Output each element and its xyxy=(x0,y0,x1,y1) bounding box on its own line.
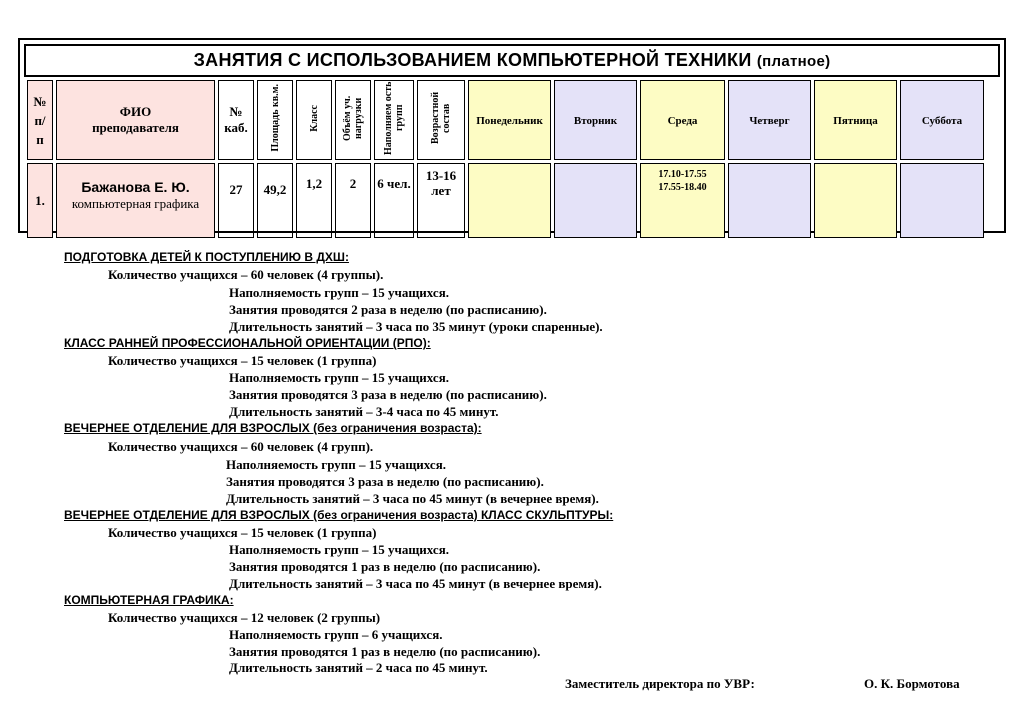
row-fill: 6 чел. xyxy=(374,163,414,238)
header-class: Класс xyxy=(296,80,332,160)
schedule-frame xyxy=(18,38,1006,233)
section-freq: Занятия проводятся 3 раза в неделю (по расписанию). xyxy=(229,387,547,402)
row-monday xyxy=(468,163,551,238)
section-count: Количество учащихся – 12 человек (2 группы) xyxy=(108,610,381,625)
signature-name: О. К. Бормотова xyxy=(864,676,960,691)
header-fill: Наполняем ость групп xyxy=(374,80,414,160)
section-fill: Наполняемость групп – 6 учащихся. xyxy=(229,627,443,642)
section-duration: Длительность занятий – 3 часа по 35 минут (уроки спаренные). xyxy=(229,319,603,334)
section-heading: КОМПЬЮТЕРНАЯ ГРАФИКА: xyxy=(64,593,234,607)
header-load: Объём уч. нагрузки xyxy=(335,80,371,160)
section-heading: ВЕЧЕРНЕЕ ОТДЕЛЕНИЕ ДЛЯ ВЗРОСЛЫХ (без ограничения возраста) КЛАСС СКУЛЬПТУРЫ: xyxy=(64,508,614,522)
teacher-subject: компьютерная графика xyxy=(71,196,200,211)
header-friday: Пятница xyxy=(814,80,897,160)
section-freq: Занятия проводятся 1 раз в неделю (по расписанию). xyxy=(229,644,541,659)
row-wednesday xyxy=(640,163,725,238)
signature-position: Заместитель директора по УВР: xyxy=(565,676,755,691)
section-duration: Длительность занятий – 3 часа по 45 минут (в вечернее время). xyxy=(226,491,599,506)
header-thursday: Четверг xyxy=(728,80,811,160)
row-teacher-cell xyxy=(56,163,215,238)
section-count: Количество учащихся – 15 человек (1 группа) xyxy=(108,525,377,540)
section-count: Количество учащихся – 60 человек (4 группы). xyxy=(108,267,384,282)
section-fill: Наполняемость групп – 15 учащихся. xyxy=(229,542,449,557)
section-freq: Занятия проводятся 1 раз в неделю (по расписанию). xyxy=(229,559,541,574)
header-num: № п/ п xyxy=(27,80,53,160)
section-heading: ПОДГОТОВКА ДЕТЕЙ К ПОСТУПЛЕНИЮ В ДХШ: xyxy=(64,250,349,264)
section-heading: ВЕЧЕРНЕЕ ОТДЕЛЕНИЕ ДЛЯ ВЗРОСЛЫХ (без ограничения возраста): xyxy=(64,421,482,435)
section-count: Количество учащихся – 60 человек (4 групп). xyxy=(108,439,374,454)
table-header-row xyxy=(27,80,984,160)
row-age: 13-16 лет xyxy=(417,163,465,238)
header-cab: № каб. xyxy=(218,80,254,160)
schedule-table xyxy=(24,80,987,238)
section-duration: Длительность занятий – 3-4 часа по 45 минут. xyxy=(229,404,499,419)
header-tuesday: Вторник xyxy=(554,80,637,160)
title-main: ЗАНЯТИЯ С ИСПОЛЬЗОВАНИЕМ КОМПЬЮТЕРНОЙ ТЕХНИКИ xyxy=(193,50,752,70)
title-sub: (платное) xyxy=(756,53,831,70)
schedule-title xyxy=(24,44,1000,77)
row-area: 49,2 xyxy=(257,163,293,238)
row-num: 1. xyxy=(27,163,53,238)
header-saturday: Суббота xyxy=(900,80,984,160)
section-freq: Занятия проводятся 3 раза в неделю (по расписанию). xyxy=(226,474,544,489)
row-cab: 27 xyxy=(218,163,254,238)
section-count: Количество учащихся – 15 человек (1 группа) xyxy=(108,353,377,368)
wednesday-time-1: 17.10-17.55 xyxy=(658,169,707,180)
row-tuesday xyxy=(554,163,637,238)
header-fio: ФИО преподавателя xyxy=(56,80,215,160)
section-fill: Наполняемость групп – 15 учащихся. xyxy=(229,370,449,385)
section-fill: Наполняемость групп – 15 учащихся. xyxy=(229,285,449,300)
header-area: Площадь кв.м. xyxy=(257,80,293,160)
section-duration: Длительность занятий – 3 часа по 45 минут (в вечернее время). xyxy=(229,576,602,591)
header-monday: Понедельник xyxy=(468,80,551,160)
row-thursday xyxy=(728,163,811,238)
wednesday-time-2: 17.55-18.40 xyxy=(658,182,707,193)
section-fill: Наполняемость групп – 15 учащихся. xyxy=(226,457,446,472)
section-heading: КЛАСС РАННЕЙ ПРОФЕССИОНАЛЬНОЙ ОРИЕНТАЦИИ (РПО): xyxy=(64,336,431,350)
header-wednesday: Среда xyxy=(640,80,725,160)
teacher-name: Бажанова Е. Ю. xyxy=(81,179,190,195)
section-duration: Длительность занятий – 2 часа по 45 минут. xyxy=(229,660,488,675)
row-friday xyxy=(814,163,897,238)
table-row xyxy=(27,163,984,238)
row-class: 1,2 xyxy=(296,163,332,238)
row-load: 2 xyxy=(335,163,371,238)
header-age: Возрастной состав xyxy=(417,80,465,160)
section-freq: Занятия проводятся 2 раза в неделю (по расписанию). xyxy=(229,302,547,317)
row-saturday xyxy=(900,163,984,238)
